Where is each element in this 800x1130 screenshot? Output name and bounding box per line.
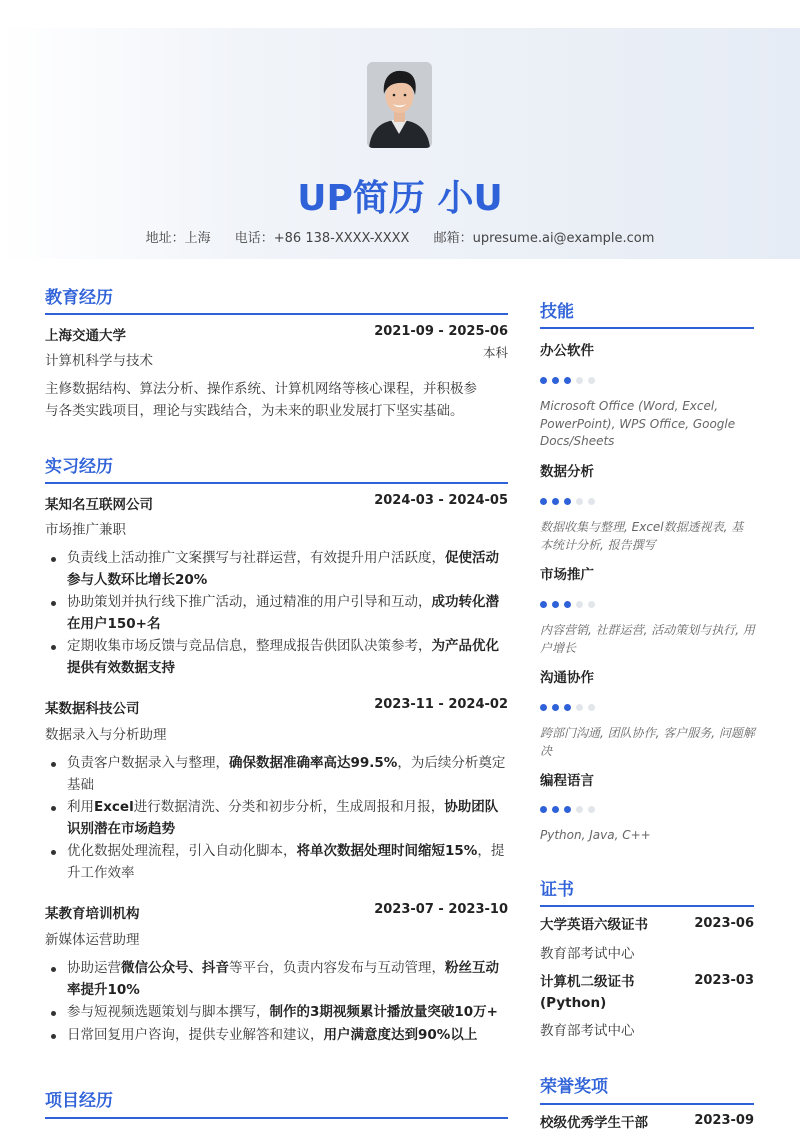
email-value: upresume.ai@example.com [472,231,655,246]
honor-1-date: 2023-09 [694,1113,754,1128]
avatar [367,62,432,148]
contact-phone [235,231,410,246]
level-dot-empty-icon [576,498,583,505]
cert-1-issuer: 教育部考试中心 [540,946,635,962]
list-item: 协助策划并执行线下推广活动，通过精准的用户引导和互动，成功转化潜在用户150+名 [45,592,511,635]
level-dot-filled-icon [552,498,559,505]
education-divider [45,313,508,315]
job-1-role: 市场推广兼职 [45,522,126,538]
level-dot-filled-icon [564,377,571,384]
level-dot-empty-icon [588,377,595,384]
edu-desc-line-2: 与各类实践项目，理论与实践结合，为未来的职业发展打下坚实基础。 [45,403,464,419]
level-dot-filled-icon [552,806,559,813]
list-item: 参与短视频选题策划与脚本撰写，制作的3期视频累计播放量突破10万+ [45,1002,511,1024]
edu-desc-line-1: 主修数据结构、算法分析、操作系统、计算机网络等核心课程，并积极参 [45,381,477,397]
job-2-bullets [45,753,511,885]
contact-address [146,231,211,246]
skill-1-name: 办公软件 [540,343,594,359]
cert-1-date: 2023-06 [694,916,754,931]
education-title: 教育经历 [45,288,113,308]
skill-4-name: 沟通协作 [540,670,594,686]
cert-2-name-line-1: 计算机二级证书 [540,974,635,990]
job-3-company: 某教育培训机构 [45,906,140,922]
projects-title: 项目经历 [45,1091,113,1111]
skill-2-desc: 数据收集与整理, Excel数据透视表, 基本统计分析, 报告撰写 [540,520,744,552]
level-dot-filled-icon [552,704,559,711]
skill-3-name: 市场推广 [540,567,594,583]
certificates-divider [540,905,754,907]
internship-divider [45,482,508,484]
address-value: 上海 [184,231,211,246]
cert-2-name-line-2: (Python) [540,995,607,1011]
level-dot-filled-icon [540,498,547,505]
cert-2-name [540,972,635,1014]
job-2-company: 某数据科技公司 [45,701,140,717]
phone-label: 电话： [234,231,274,246]
level-dot-filled-icon [552,377,559,384]
skill-2-level [540,498,600,506]
job-3-bullets [45,958,511,1047]
skill-4-desc: 跨部门沟通, 团队协作, 客户服务, 问题解决 [540,726,755,758]
level-dot-filled-icon [540,704,547,711]
job-1-bullets [45,548,511,680]
edu-major: 计算机科学与技术 [45,353,153,369]
cert-1-name: 大学英语六级证书 [540,917,648,933]
list-item: 协助运营微信公众号、抖音等平台，负责内容发布与互动管理，粉丝互动率提升10% [45,958,511,1001]
applicant-name: UP简历 小U [297,178,503,219]
list-item: 优化数据处理流程，引入自动化脚本，将单次数据处理时间缩短15%，提升工作效率 [45,841,511,884]
level-dot-filled-icon [564,806,571,813]
level-dot-empty-icon [576,806,583,813]
level-dot-filled-icon [540,377,547,384]
edu-date: 2021-09 - 2025-06 [374,324,508,339]
cert-2-date: 2023-03 [694,973,754,988]
internship-title: 实习经历 [45,457,113,477]
list-item: 负责客户数据录入与整理，确保数据准确率高达99.5%，为后续分析奠定基础 [45,753,511,796]
skill-3-desc: 内容营销, 社群运营, 活动策划与执行, 用户增长 [540,623,755,655]
job-1-company: 某知名互联网公司 [45,497,153,513]
job-1-date: 2024-03 - 2024-05 [374,493,508,508]
list-item: 利用Excel进行数据清洗、分类和初步分析，生成周报和月报，协助团队识别潜在市场趋势 [45,797,511,840]
projects-divider [45,1117,508,1119]
level-dot-filled-icon [540,806,547,813]
skill-5-name: 编程语言 [540,773,594,789]
skill-5-desc: Python, Java, C++ [540,828,651,842]
email-label: 邮箱： [433,231,473,246]
cert-2-issuer: 教育部考试中心 [540,1023,635,1039]
job-3-date: 2023-07 - 2023-10 [374,902,508,917]
level-dot-filled-icon [564,498,571,505]
contact-info [0,227,800,246]
level-dot-empty-icon [588,704,595,711]
list-item: 日常回复用户咨询，提供专业解答和建议，用户满意度达到90%以上 [45,1025,511,1047]
honor-1-name: 校级优秀学生干部 [540,1115,648,1130]
level-dot-filled-icon [564,601,571,608]
level-dot-filled-icon [552,601,559,608]
address-label: 地址： [145,231,185,246]
level-dot-empty-icon [576,377,583,384]
skill-1-desc: Microsoft Office (Word, Excel, PowerPoint), WPS Office, Google Docs/Sheets [540,399,736,448]
job-2-date: 2023-11 - 2024-02 [374,697,508,712]
edu-description [45,378,515,422]
level-dot-filled-icon [540,601,547,608]
job-2-role: 数据录入与分析助理 [45,727,167,743]
skill-4-level [540,704,600,712]
job-3-role: 新媒体运营助理 [45,932,140,948]
list-item: 负责线上活动推广文案撰写与社群运营，有效提升用户活跃度，促使活动参与人数环比增长20% [45,548,511,591]
phone-value: +86 138-XXXX-XXXX [273,231,410,246]
list-item: 定期收集市场反馈与竞品信息，整理成报告供团队决策参考，为产品优化提供有效数据支持 [45,636,511,679]
edu-degree: 本科 [482,345,508,360]
skills-divider [540,327,754,329]
honors-divider [540,1103,754,1105]
skills-title: 技能 [540,302,574,322]
skill-1-level [540,377,600,385]
skill-3-level [540,601,600,609]
contact-email [434,231,655,246]
skill-2-name: 数据分析 [540,464,594,480]
level-dot-empty-icon [588,498,595,505]
level-dot-empty-icon [576,601,583,608]
edu-school: 上海交通大学 [45,328,126,344]
level-dot-empty-icon [588,806,595,813]
person-photo-icon [367,62,432,148]
level-dot-empty-icon [576,704,583,711]
skill-5-level [540,806,600,814]
level-dot-empty-icon [588,601,595,608]
level-dot-filled-icon [564,704,571,711]
honors-title: 荣誉奖项 [540,1077,608,1097]
certificates-title: 证书 [540,880,574,900]
